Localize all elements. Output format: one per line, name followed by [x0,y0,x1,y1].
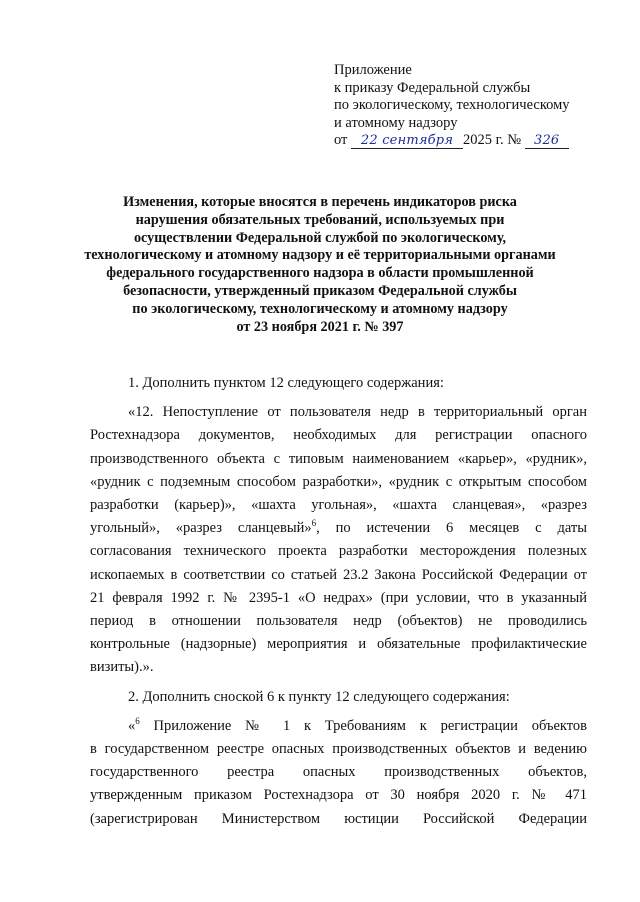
title-line: нарушения обязательных требований, используемых при [135,211,505,228]
p12-line: согласования технического проекта разработки месторождения полезных [90,543,587,560]
p12-line: «12. Непоступление от пользователя недр в территориальный орган [128,404,587,421]
p12-line: период в отношении пользователя недр (объектов) не проводились [90,613,587,630]
fn-sup: 6 [135,716,140,727]
appendix-line: и атомному надзору [334,114,458,131]
p12-line: «рудник с подземным способом разработки», «рудник с открытым способом [90,473,587,490]
fn-line [90,715,587,738]
document-title [70,194,570,336]
p12-line: ископаемых в соответствии со статьей 23.2 Закона Российской Федерации от [90,566,587,583]
appendix-line: по экологическому, технологическому [334,97,570,113]
title-line: от 23 ноября 2021 г. № 397 [236,318,404,335]
p12-line: контрольные (надзорные) мероприятия и обязательные профилактические [90,636,587,653]
p12-line: производственного объекта с типовым наименованием «карьер», «рудник», [90,450,587,467]
appendix-line: к приказу Федеральной службы [334,79,531,96]
appendix-block [334,62,624,150]
item-2 [90,686,587,709]
p12-line: 21 февраля 1992 г. № 2395-1 «О недрах» (при условии, что в указанный [90,589,587,606]
title-line: федерального государственного надзора в области промышленной [106,265,534,282]
date-prefix: от [334,132,348,148]
title-line: технологическому и атомному надзору и её территориальными органами [84,247,556,264]
fn-line: в государственном реестре опасных производственных объектов и ведению [90,741,587,758]
p12-line: визиты).». [90,659,154,676]
fn-line: государственного реестра опасных производственных объектов, [90,764,587,781]
fn-line-text: Приложение № 1 к Требованиям к регистрации объектов [139,717,587,734]
number-blank [525,133,569,149]
p12-line-tail: , по истечении 6 месяцев с даты [316,520,587,537]
appendix-line: Приложение [334,62,412,78]
title-line: осуществлении Федеральной службой по экологическому, [133,229,507,246]
title-line: по экологическому, технологическому и атомному надзору [132,300,508,317]
fn-line: (зарегистрирован Министерством юстиции Российской Федерации [90,810,587,827]
fn-line: утвержденным приказом Ростехнадзора от 30 ноября 2020 г. № 471 [90,787,587,804]
year-suffix: 2025 г. № [463,132,522,148]
fn-open-quote: « [128,717,136,734]
title-line: безопасности, утвержденный приказом Федеральной службы [123,282,517,299]
paragraph-12 [90,401,587,679]
p12-line: разработки (карьер)», «шахта угольная», «шахта сланцевая», «разрез [90,497,587,514]
document-body [90,372,587,831]
item-2-text: 2. Дополнить сноской 6 к пункту 12 следующего содержания: [128,688,510,705]
p12-line-text: угольный», «разрез сланцевый» [90,520,312,537]
p12-line: Ростехнадзора документов, необходимых для регистрации опасного [90,427,587,444]
item-1 [90,372,587,395]
footnote-ref: 6 [311,518,317,529]
handwritten-date: 22 сентября [360,133,454,148]
order-date-line [334,132,624,150]
date-blank [351,133,463,149]
handwritten-number: 326 [533,133,560,148]
footnote-6 [90,715,587,831]
item-1-text: 1. Дополнить пунктом 12 следующего содержания: [128,375,444,391]
p12-line-with-footnote [90,517,587,540]
title-line: Изменения, которые вносятся в перечень индикаторов риска [123,194,517,210]
